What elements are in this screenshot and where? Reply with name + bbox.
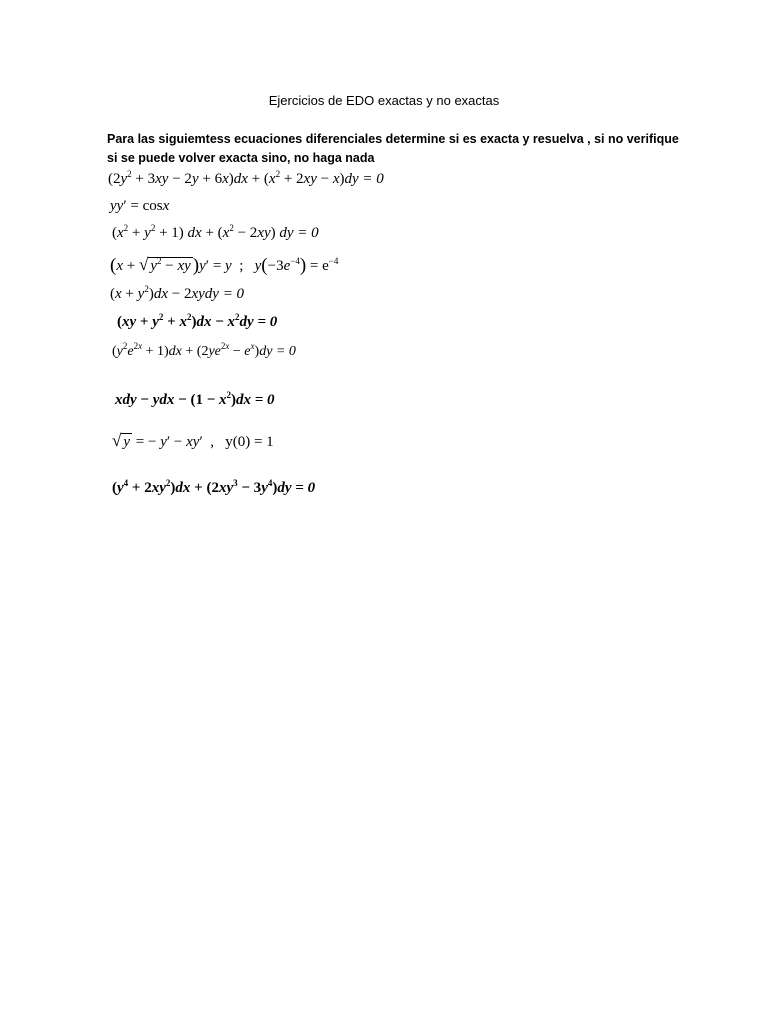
equation-5: $(x + y^2)dx$ − 2xydy = 0 xyxy=(110,284,245,302)
equation-2-tail: = cos xyxy=(130,198,163,214)
instructions-paragraph xyxy=(107,130,679,168)
equation-3: $(x^2 + y^2 + 1)$ dx + $(x^2 - 2xy)$ dy = 0 xyxy=(112,223,319,241)
equation-9: √ y = − y′ − xy′ , y(0) = 1 xyxy=(112,431,274,450)
equation-7: $(y^2e^{2x} + 1)dx + (2ye^{2x} - e^x)dy = 0$ xyxy=(112,341,296,359)
equation-8: xdy − ydx − $(1 - x^2)dx = 0$ xyxy=(115,390,275,408)
equation-8-tail: dx = 0 xyxy=(236,392,275,408)
equation-4-condition: = e xyxy=(309,258,329,274)
equation-6-tail: dy = 0 xyxy=(239,314,278,330)
equation-3-tail: dy = 0 xyxy=(279,225,319,241)
equation-1-tail: dy = 0 xyxy=(344,171,384,187)
instructions-line-2: si se puede volver exacta sino, no haga nada xyxy=(107,151,375,165)
equation-2: yy′ = cosx xyxy=(110,198,170,214)
equation-10-tail: dy = 0 xyxy=(277,480,316,496)
equation-4: (x + √ $y^2$ − xy )y′ = y ; $y(-3e^{-4}) = e^{-4}$ xyxy=(110,255,339,276)
equation-6: $(xy + y^2 + x^2)dx - x^2dy = 0$ xyxy=(117,312,278,330)
equation-9-condition: y(0) = 1 xyxy=(225,434,274,450)
document-title: Ejercicios de EDO exactas y no exactas xyxy=(268,93,500,108)
instructions-line-1: Para las siguiemtess ecuaciones diferenciales determine si es exacta y resuelva , si no verifique xyxy=(107,132,679,146)
equation-1: $(2y^2 + 3xy - 2y + 6x)dx + (x^2 + 2xy - x)dy = 0$ xyxy=(108,169,384,187)
equation-10: $(y^4 + 2xy^2)dx + (2xy^3 - 3y^4)dy = 0$ xyxy=(112,478,316,496)
equation-7-tail: dy = 0 xyxy=(259,344,296,359)
equation-5-tail: dy = 0 xyxy=(204,286,245,302)
